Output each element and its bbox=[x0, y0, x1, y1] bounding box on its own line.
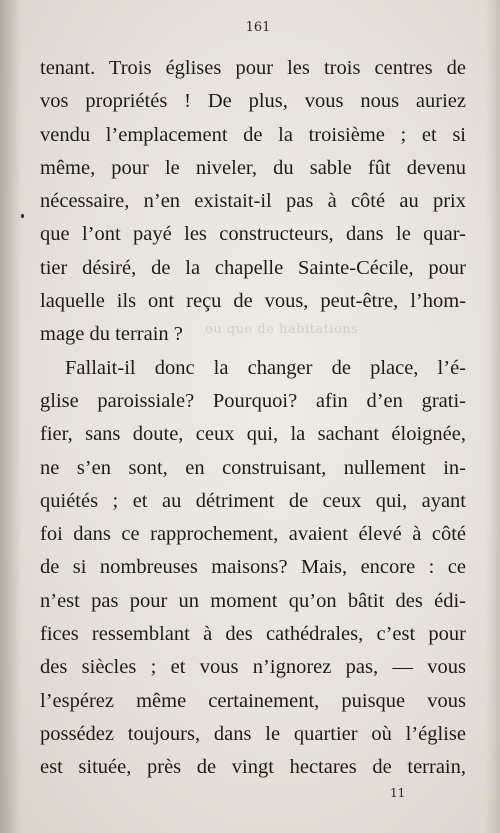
signature-mark: 11 bbox=[390, 786, 406, 800]
text-line: tenant. Trois églises pour les trois centres de bbox=[40, 57, 466, 79]
body-text bbox=[40, 52, 466, 785]
ink-speck bbox=[21, 214, 24, 218]
text-line: mage du terrain ? bbox=[40, 323, 183, 346]
text-line: quiétés ; et au détriment de ceux qui, ayant bbox=[40, 489, 466, 512]
text-line: nécessaire, n’en existait-il pas à côté au prix bbox=[40, 190, 466, 213]
text-line: possédez toujours, dans le quartier où l’église bbox=[40, 722, 466, 745]
page-number: 161 bbox=[245, 20, 271, 35]
text-line: n’est pas pour un moment qu’on bâtit des édi- bbox=[40, 589, 466, 612]
text-line: tier désiré, de la chapelle Sainte-Cécile, pour bbox=[40, 256, 466, 279]
text-line: fier, sans doute, ceux qui, la sachant éloignée, bbox=[40, 423, 466, 446]
edge-shadow bbox=[486, 0, 500, 833]
text-line: Fallait-il donc la changer de place, l’é- bbox=[65, 356, 466, 379]
text-line: fices ressemblant à des cathédrales, c’est pour bbox=[40, 623, 466, 646]
text-line: ne s’en sont, en construisant, nullement in- bbox=[40, 456, 466, 479]
text-line: de si nombreuses maisons? Mais, encore : ce bbox=[40, 556, 466, 579]
text-line: est située, près de vingt hectares de terrain, bbox=[40, 756, 466, 779]
text-line: laquelle ils ont reçu de vous, peut-être, l’hom- bbox=[40, 290, 466, 313]
text-line: même, pour le niveler, du sable fût devenu bbox=[40, 156, 466, 179]
bleed-through-text: ou que de habitations bbox=[205, 322, 359, 337]
text-line: vos propriétés ! De plus, vous nous auriez bbox=[40, 90, 466, 113]
text-line: des siècles ; et vous n’ignorez pas, — vous bbox=[40, 656, 466, 679]
text-line: vendu l’emplacement de la troisième ; et si bbox=[40, 123, 466, 146]
text-line: que l’ont payé les constructeurs, dans le quar- bbox=[40, 223, 466, 246]
text-line: glise paroissiale? Pourquoi? afin d’en grati- bbox=[40, 389, 466, 412]
text-line: foi dans ce rapprochement, avaient élevé à côté bbox=[40, 523, 466, 546]
text-line: l’espérez même certainement, puisque vous bbox=[40, 689, 466, 712]
gutter-shadow bbox=[0, 0, 22, 833]
